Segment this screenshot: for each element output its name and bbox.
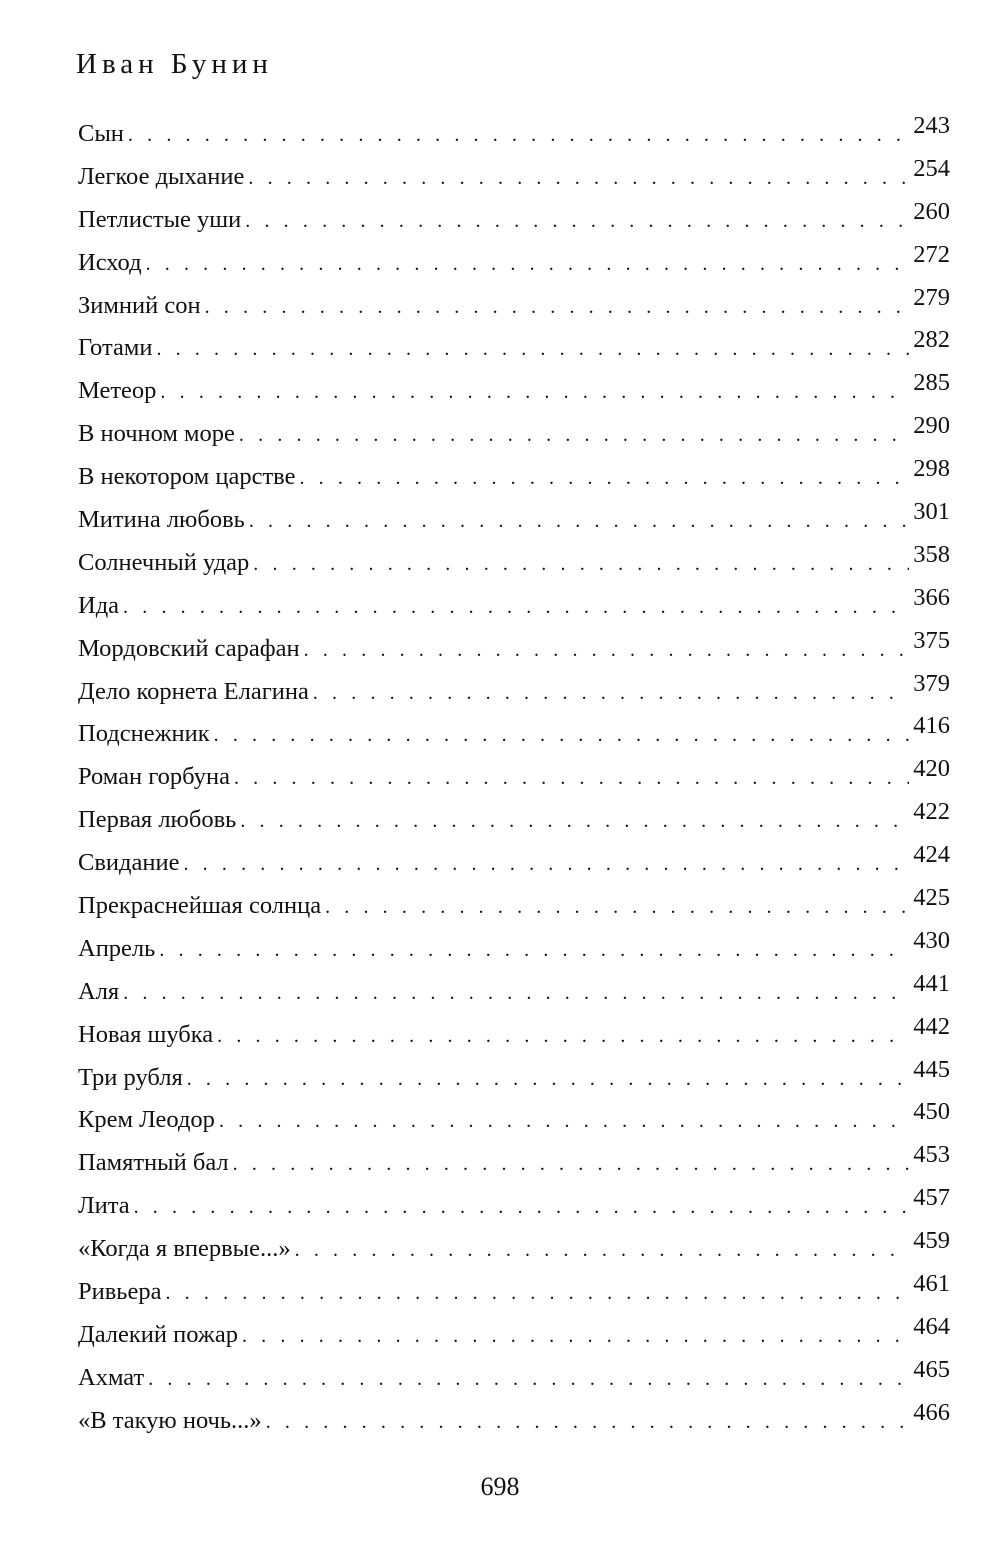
toc-entry (78, 367, 950, 410)
toc-entry-title: Сын (78, 120, 124, 147)
dot-leader (299, 468, 909, 488)
dot-leader (128, 125, 909, 145)
dot-leader (160, 382, 909, 402)
toc-entry-page-number: 465 (913, 1355, 950, 1383)
dot-leader (123, 983, 909, 1003)
toc-entry-title: Прекраснейшая солнца (78, 892, 322, 920)
toc-entry-title: В ночном море (78, 420, 235, 448)
toc-entry-page-number: 424 (913, 841, 950, 869)
dot-leader (217, 1026, 909, 1046)
toc-entry-page-number: 416 (913, 712, 950, 740)
toc-entry (78, 496, 950, 539)
toc-entry (78, 710, 950, 753)
toc-entry (78, 1225, 950, 1268)
dot-leader (183, 854, 909, 874)
toc-entry (78, 796, 950, 839)
toc-entry-page-number: 243 (913, 112, 950, 139)
toc-entry-page-number: 442 (913, 1012, 950, 1040)
dot-leader (248, 168, 909, 188)
toc-entry (78, 925, 950, 968)
toc-entry (78, 1397, 950, 1440)
toc-entry-page-number: 450 (913, 1098, 950, 1126)
toc-entry-title: Мордовский сарафан (78, 634, 300, 662)
toc-entry-page-number: 290 (913, 412, 950, 440)
toc-entry (78, 239, 950, 282)
dot-leader (325, 897, 909, 917)
toc-entry-title: Ривьера (78, 1278, 162, 1306)
toc-entry (78, 1354, 950, 1397)
toc-entry-page-number: 425 (913, 884, 950, 912)
toc-entry (78, 968, 950, 1011)
toc-entry-title: Роман горбуна (78, 763, 230, 791)
toc-entry-page-number: 420 (913, 755, 950, 783)
toc-entry-page-number: 464 (913, 1312, 950, 1340)
toc-entry-title: Аля (78, 977, 120, 1005)
toc-entry-page-number: 358 (913, 540, 950, 568)
toc-entry (78, 1268, 950, 1311)
toc-entry (78, 668, 950, 711)
toc-entry (78, 410, 950, 453)
toc-entry-page-number: 422 (913, 798, 950, 826)
toc-entry-title: «Когда я впервые...» (78, 1235, 291, 1263)
toc-entry (78, 1139, 950, 1182)
dot-leader (159, 940, 909, 960)
dot-leader (187, 1069, 910, 1089)
toc-entry-page-number: 430 (913, 926, 950, 954)
dot-leader (266, 1412, 910, 1432)
dot-leader (146, 254, 910, 274)
toc-entry-page-number: 282 (913, 326, 950, 354)
toc-entry-title: Первая любовь (78, 806, 237, 834)
toc-entry-title: Ида (78, 591, 120, 619)
toc-entry (78, 839, 950, 882)
toc-entry (78, 282, 950, 325)
toc-entry (78, 1096, 950, 1139)
toc-entry-page-number: 272 (913, 240, 950, 268)
dot-leader (123, 597, 909, 617)
toc-entry (78, 1054, 950, 1097)
toc-entry (78, 196, 950, 239)
toc-entry-page-number: 279 (913, 283, 950, 311)
dot-leader (205, 297, 910, 317)
toc-entry-title: Легкое дыхание (78, 162, 245, 190)
toc-entry (78, 1011, 950, 1054)
dot-leader (148, 1369, 909, 1389)
table-of-contents (78, 110, 950, 1440)
toc-entry-page-number: 260 (913, 197, 950, 225)
toc-entry-title: Апрель (78, 934, 156, 962)
dot-leader (295, 1240, 910, 1260)
toc-entry (78, 582, 950, 625)
toc-entry-page-number: 298 (913, 455, 950, 483)
toc-entry-page-number: 461 (913, 1270, 950, 1298)
toc-entry (78, 625, 950, 668)
dot-leader (239, 425, 909, 445)
dot-leader (156, 339, 909, 359)
toc-entry (78, 882, 950, 925)
toc-entry-title: Солнечный удар (78, 548, 250, 576)
toc-entry-title: Лита (78, 1192, 130, 1220)
dot-leader (214, 725, 910, 745)
toc-entry (78, 453, 950, 496)
toc-entry-title: Готами (78, 334, 153, 362)
dot-leader (165, 1283, 909, 1303)
toc-entry-page-number: 445 (913, 1055, 950, 1083)
toc-entry-title: Петлистые уши (78, 205, 242, 233)
toc-entry-page-number: 457 (913, 1184, 950, 1212)
toc-entry (78, 1182, 950, 1225)
toc-entry (78, 539, 950, 582)
page-number: 698 (480, 1472, 520, 1501)
toc-entry (78, 1311, 950, 1354)
toc-entry-page-number: 453 (913, 1141, 950, 1169)
dot-leader (249, 511, 909, 531)
toc-entry-page-number: 466 (913, 1398, 950, 1426)
toc-entry-page-number: 375 (913, 626, 950, 654)
toc-entry-title: Три рубля (78, 1063, 183, 1091)
toc-entry (78, 324, 950, 367)
toc-entry-title: Метеор (78, 377, 157, 405)
toc-entry-title: Новая шубка (78, 1020, 214, 1048)
toc-entry-title: В некотором царстве (78, 463, 296, 491)
toc-entry-title: Зимний сон (78, 291, 201, 319)
toc-entry (78, 753, 950, 796)
toc-entry-page-number: 285 (913, 369, 950, 397)
dot-leader (245, 211, 909, 231)
toc-entry-page-number: 254 (913, 154, 950, 182)
dot-leader (304, 640, 910, 660)
toc-entry-title: Дело корнета Елагина (78, 677, 309, 705)
dot-leader (134, 1197, 910, 1217)
toc-entry-page-number: 366 (913, 583, 950, 611)
toc-entry-page-number: 301 (913, 498, 950, 526)
dot-leader (240, 811, 909, 831)
toc-entry-title: Памятный бал (78, 1149, 229, 1177)
dot-leader (253, 554, 909, 574)
toc-entry (78, 153, 950, 196)
running-head: Иван Бунин (76, 48, 273, 80)
dot-leader (234, 768, 909, 788)
toc-entry-title: Крем Леодор (78, 1106, 215, 1134)
toc-entry-title: Подснежник (78, 720, 210, 748)
dot-leader (313, 683, 909, 703)
toc-entry-page-number: 379 (913, 669, 950, 697)
dot-leader (233, 1154, 910, 1174)
dot-leader (242, 1326, 909, 1346)
toc-entry-title: Митина любовь (78, 506, 245, 534)
toc-entry-title: Свидание (78, 849, 180, 877)
toc-entry-page-number: 441 (913, 969, 950, 997)
toc-entry-page-number: 459 (913, 1227, 950, 1255)
toc-entry-title: Ахмат (78, 1363, 145, 1391)
toc-entry (78, 110, 950, 153)
toc-entry-title: Далекий пожар (78, 1320, 238, 1348)
toc-entry-title: «В такую ночь...» (78, 1406, 262, 1434)
toc-entry-title: Исход (78, 248, 142, 276)
dot-leader (219, 1111, 909, 1131)
